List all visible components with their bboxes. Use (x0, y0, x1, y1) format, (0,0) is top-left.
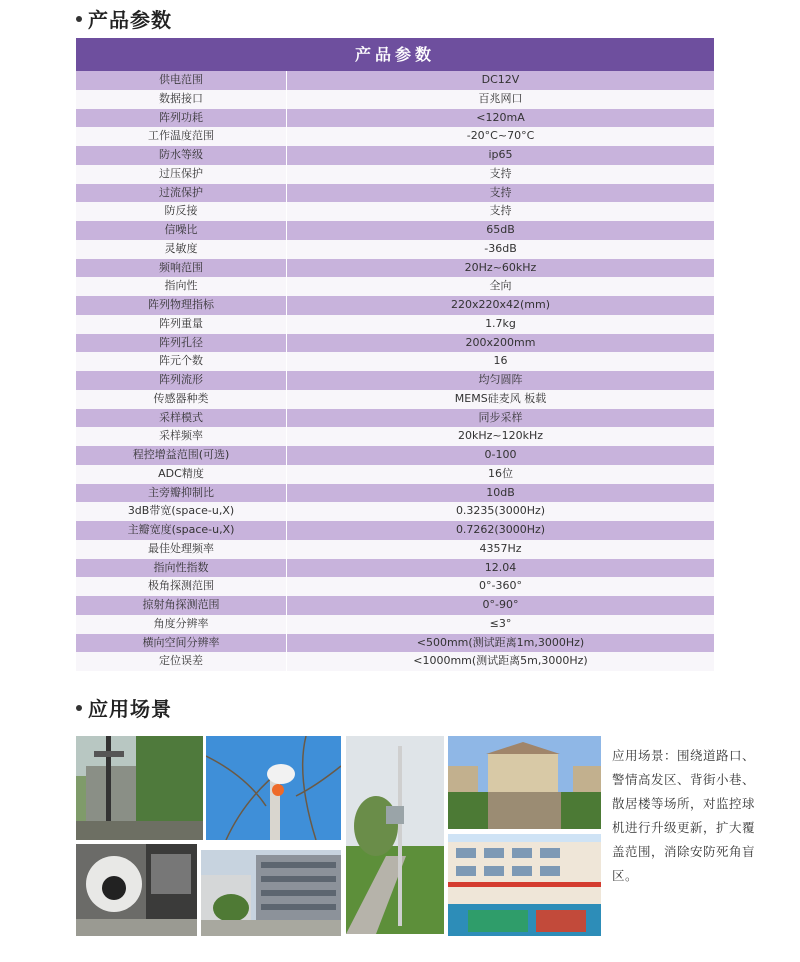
scene-photo-campus (448, 736, 601, 829)
table-row (76, 109, 714, 128)
param-value: 均匀圆阵 (478, 373, 523, 386)
section-title-params (76, 4, 172, 33)
param-value: 200x200mm (465, 335, 536, 349)
table-row (76, 259, 714, 278)
params-table (76, 38, 714, 671)
param-value: 16位 (488, 466, 513, 480)
param-value: 百兆网口 (478, 91, 523, 105)
scene-photo-office (201, 850, 341, 936)
param-value: 20kHz~120kHz (457, 429, 544, 443)
section-title-scene (76, 693, 172, 722)
table-header: 产品参数 (76, 38, 714, 71)
param-name: 采样频率 (76, 427, 287, 446)
scene-photo-sky-camera (206, 736, 341, 840)
param-value: <120mA (476, 110, 525, 124)
table-row (76, 334, 714, 353)
param-name: 3dB带宽(space-u,X) (76, 502, 287, 521)
param-name: 阵列流形 (76, 371, 287, 390)
scene-photo-road-pole (346, 736, 444, 934)
param-name: 横向空间分辨率 (76, 634, 287, 653)
param-name: 阵列物理指标 (76, 296, 287, 315)
param-name: 掠射角探测范围 (76, 596, 287, 615)
param-value: 0°-90° (482, 598, 519, 611)
param-name: 主瓣宽度(space-u,X) (76, 521, 287, 540)
param-name: 阵列孔径 (76, 334, 287, 353)
table-row (76, 90, 714, 109)
param-name: 定位误差 (76, 652, 287, 671)
param-name: 灵敏度 (76, 240, 287, 259)
table-row (76, 296, 714, 315)
param-value: 0-100 (484, 448, 517, 461)
table-row (76, 277, 714, 296)
param-value: 支持 (489, 166, 512, 180)
table-row (76, 634, 714, 653)
scene-photo-school (448, 834, 601, 936)
table-row (76, 615, 714, 634)
param-value: MEMS硅麦风 板载 (454, 391, 547, 405)
table-row (76, 240, 714, 259)
table-row (76, 315, 714, 334)
param-name: 角度分辨率 (76, 615, 287, 634)
param-name: 指向性 (76, 277, 287, 296)
table-row (76, 352, 714, 371)
param-name: 主旁瓣抑制比 (76, 484, 287, 503)
scene-description: 应用场景：围绕道路口、警情高发区、背街小巷、散居楼等场所，对监控球机进行升级更新，扩大覆盖范围，消除安防死角盲区。 (612, 748, 756, 883)
param-value: <500mm(测试距离1m,3000Hz) (416, 635, 585, 649)
table-row (76, 184, 714, 203)
bullet-dot-icon (76, 16, 82, 22)
table-row (76, 165, 714, 184)
param-name: 频响范围 (76, 259, 287, 278)
param-value: ip65 (488, 148, 513, 161)
param-name: 采样模式 (76, 409, 287, 428)
param-name: 数据接口 (76, 90, 287, 109)
param-name: 防反接 (76, 202, 287, 221)
param-value: 20Hz~60kHz (464, 260, 537, 274)
table-row (76, 71, 714, 90)
param-value: -20°C~70°C (466, 129, 535, 143)
param-name: 传感器种类 (76, 390, 287, 409)
table-row (76, 202, 714, 221)
param-name: ADC精度 (76, 465, 287, 484)
table-body (76, 71, 714, 671)
param-value: 16 (493, 354, 508, 368)
table-row (76, 559, 714, 578)
param-name: 指向性指数 (76, 559, 287, 578)
param-value: 220x220x42(mm) (450, 298, 551, 311)
param-value: 支持 (489, 204, 512, 218)
table-row (76, 540, 714, 559)
table-row (76, 465, 714, 484)
param-value: 1.7kg (485, 316, 516, 330)
param-value: <1000mm(测试距离5m,3000Hz) (413, 654, 588, 668)
param-value: DC12V (481, 73, 520, 86)
param-value: 12.04 (484, 560, 517, 574)
param-value: 支持 (489, 185, 512, 199)
table-row (76, 502, 714, 521)
param-name: 防水等级 (76, 146, 287, 165)
param-value: 0.7262(3000Hz) (455, 523, 546, 536)
table-row (76, 427, 714, 446)
table-row (76, 577, 714, 596)
param-value: ≤3° (489, 616, 512, 630)
section-title-text: 应用场景 (88, 697, 172, 721)
param-name: 供电范围 (76, 71, 287, 90)
table-row (76, 371, 714, 390)
param-value: 10dB (486, 485, 515, 499)
section-title-text: 产品参数 (88, 8, 172, 32)
param-name: 程控增益范围(可选) (76, 446, 287, 465)
param-value: 同步采样 (478, 410, 523, 424)
param-name: 过压保护 (76, 165, 287, 184)
param-value: 65dB (486, 223, 515, 236)
table-row (76, 596, 714, 615)
table-row (76, 127, 714, 146)
param-value: 0.3235(3000Hz) (455, 504, 546, 518)
table-row (76, 146, 714, 165)
param-name: 极角探测范围 (76, 577, 287, 596)
param-name: 过流保护 (76, 184, 287, 203)
table-row (76, 221, 714, 240)
table-row (76, 390, 714, 409)
scene-photo-street-pole (76, 736, 203, 840)
bullet-dot-icon (76, 705, 82, 711)
param-name: 阵元个数 (76, 352, 287, 371)
param-value: -36dB (484, 241, 517, 255)
param-name: 阵列功耗 (76, 109, 287, 128)
table-row (76, 484, 714, 503)
table-row (76, 446, 714, 465)
param-value: 全向 (489, 279, 512, 293)
param-value: 4357Hz (479, 541, 522, 555)
param-value: 0°-360° (479, 579, 522, 593)
table-row (76, 652, 714, 671)
table-row (76, 521, 714, 540)
param-name: 工作温度范围 (76, 127, 287, 146)
param-name: 信噪比 (76, 221, 287, 240)
param-name: 阵列重量 (76, 315, 287, 334)
param-name: 最佳处理频率 (76, 540, 287, 559)
scene-photo-dome-camera (76, 844, 197, 936)
table-row (76, 409, 714, 428)
